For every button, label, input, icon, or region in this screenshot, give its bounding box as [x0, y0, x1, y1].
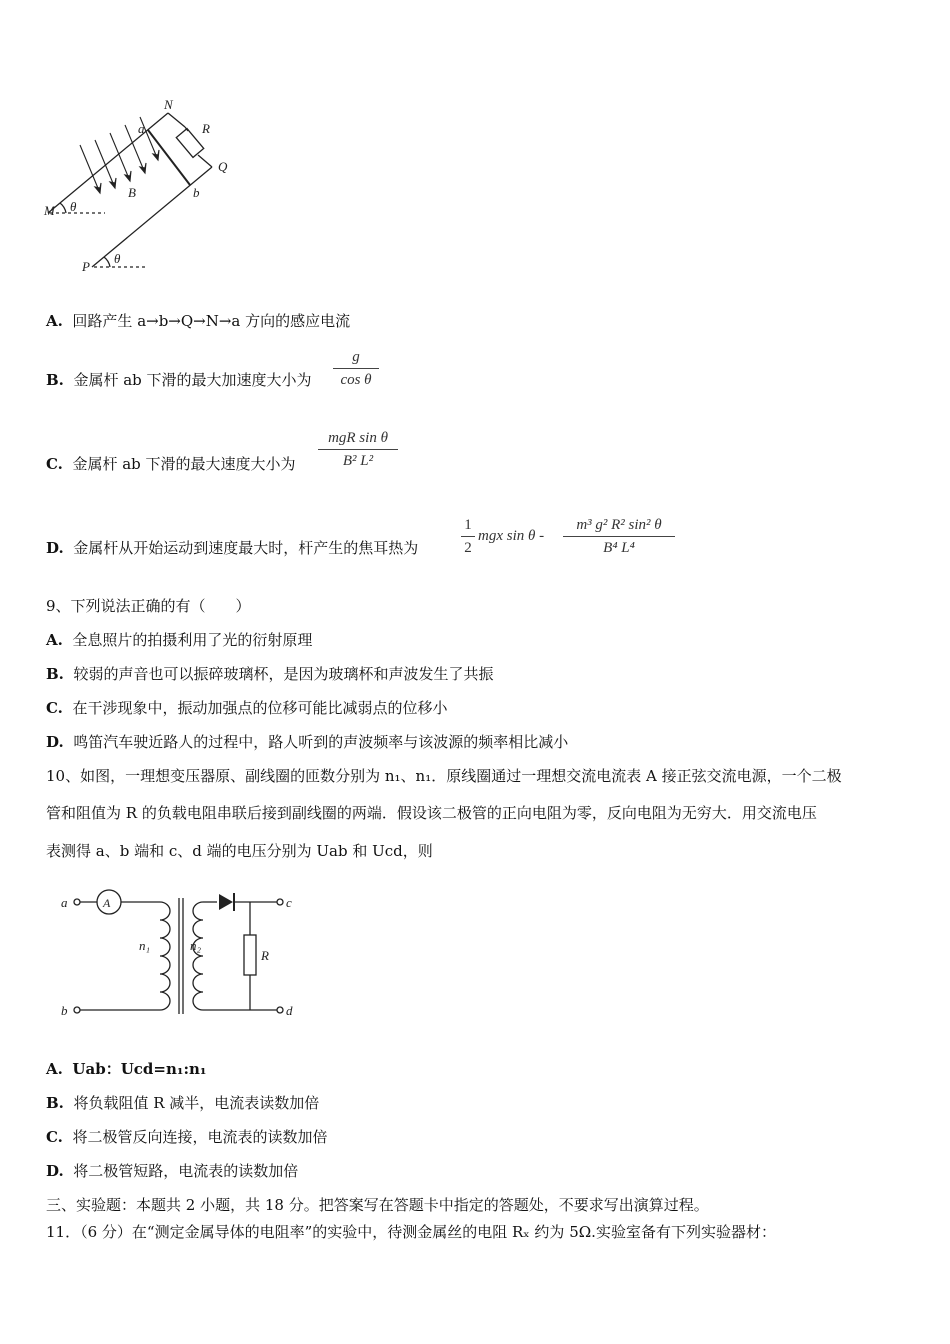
- fraction-denominator: B⁴ L⁴: [603, 540, 635, 556]
- option-text: 较弱的声音也可以振碎玻璃杯，是因为玻璃杯和声波发生了共振: [73, 665, 494, 683]
- q10-option-b: [46, 1093, 319, 1113]
- fraction-joule-heat: [563, 515, 675, 558]
- fraction-g-over-cos: [333, 347, 379, 390]
- fraction-denominator: B² L²: [342, 453, 374, 469]
- q9-option-b: [46, 664, 493, 684]
- q9-option-a: [46, 630, 312, 650]
- option-letter: A.: [46, 631, 63, 649]
- fraction-numerator: mgR sin θ: [328, 430, 388, 446]
- fraction-denominator: 2: [464, 540, 472, 556]
- fraction-numerator: m³ g² R² sin² θ: [576, 517, 662, 533]
- primary-coil: [160, 902, 170, 1010]
- diode: [219, 894, 233, 910]
- resistor-R: [176, 129, 203, 158]
- option-text: 将负载阻值 R 减半，电流表读数加倍: [73, 1094, 320, 1112]
- option-text: 将二极管短路，电流表的读数加倍: [73, 1162, 299, 1180]
- option-letter: C.: [46, 699, 63, 717]
- terminal-c: [277, 899, 283, 905]
- label-theta-1: θ: [70, 199, 77, 214]
- label-b: b: [61, 1003, 68, 1018]
- resistor-lead-2: [198, 155, 212, 167]
- q9-stem: 9、下列说法正确的有（ ）: [46, 597, 251, 615]
- angle-arc-P: [104, 257, 110, 267]
- label-ammeter: A: [103, 896, 111, 910]
- terminal-a: [74, 899, 80, 905]
- label-R: R: [261, 948, 269, 963]
- label-n2: n₂: [190, 938, 202, 953]
- q10-stem-line-2: 管和阻值为 R 的负载电阻串联后接到副线圈的两端．假设该二极管的正向电阻为零，反向电阻为无穷大．用交流电压: [46, 804, 817, 822]
- q9-option-c: [46, 698, 447, 718]
- formula-middle-term: mgx sin θ -: [478, 528, 545, 544]
- label-a: a: [138, 121, 145, 136]
- option-letter: D.: [46, 733, 64, 751]
- magnetic-field-arrows: [80, 117, 159, 193]
- option-letter: B.: [46, 1094, 64, 1112]
- label-n1: n₁: [139, 938, 151, 953]
- angle-arc-M: [60, 203, 66, 213]
- label-P: P: [82, 259, 90, 274]
- label-B: B: [128, 185, 136, 200]
- option-letter: C.: [46, 455, 63, 473]
- transformer-circuit-figure: [55, 880, 305, 1025]
- label-b: b: [193, 185, 200, 200]
- upper-rail: [48, 113, 168, 213]
- secondary-coil: [193, 902, 203, 1010]
- label-R: R: [202, 121, 210, 136]
- q8-option-d: [46, 538, 418, 558]
- q8-option-c: [46, 454, 296, 474]
- label-a: a: [61, 895, 68, 910]
- metal-rod-ab: [148, 130, 190, 185]
- terminal-d: [277, 1007, 283, 1013]
- option-letter: D.: [46, 1162, 64, 1180]
- option-text: 回路产生 a→b→Q→N→a 方向的感应电流: [72, 312, 351, 330]
- q10-option-a: [46, 1059, 206, 1079]
- resistor-R: [244, 935, 256, 975]
- option-letter: D.: [46, 539, 64, 557]
- fraction-numerator: g: [352, 349, 360, 365]
- option-text: 金属杆从开始运动到速度最大时，杆产生的焦耳热为: [73, 539, 419, 557]
- label-N: N: [164, 97, 173, 112]
- fraction-numerator: 1: [464, 517, 472, 533]
- fraction-one-half: [461, 515, 475, 558]
- rail-top-connector: [168, 113, 185, 127]
- option-text: 将二极管反向连接，电流表的读数加倍: [72, 1128, 328, 1146]
- label-theta-2: θ: [114, 251, 121, 266]
- fraction-max-speed: [318, 428, 398, 471]
- option-letter: A.: [46, 312, 63, 330]
- label-M: M: [44, 203, 55, 218]
- q8-option-a: [46, 311, 350, 331]
- label-c: c: [286, 895, 292, 910]
- q10-option-d: [46, 1161, 298, 1181]
- option-text: 全息照片的拍摄利用了光的衍射原理: [72, 631, 313, 649]
- q10-stem-line-3: 表测得 a、b 端和 c、d 端的电压分别为 Uab 和 Ucd，则: [46, 842, 433, 860]
- option-letter: B.: [46, 371, 64, 389]
- section-3-heading: 三、实验题：本题共 2 小题，共 18 分。把答案写在答题卡中指定的答题处，不要求写出演算过程。: [46, 1196, 709, 1214]
- label-Q: Q: [218, 159, 228, 174]
- option-letter: C.: [46, 1128, 63, 1146]
- q11-stem: 11．（6 分）在“测定金属导体的电阻率”的实验中，待测金属丝的电阻 Rₓ 约为 5Ω.实验室备有下列实验器材：: [46, 1223, 776, 1241]
- option-text: 金属杆 ab 下滑的最大速度大小为: [72, 455, 296, 473]
- q9-option-d: [46, 732, 568, 752]
- q10-option-c: [46, 1127, 327, 1147]
- fraction-denominator: cos θ: [340, 372, 372, 388]
- option-text: Uab：Ucd=n₁:n₁: [72, 1060, 207, 1078]
- incline-rails-figure: [40, 95, 250, 280]
- option-text: 鸣笛汽车驶近路人的过程中，路人听到的声波频率与该波源的频率相比减小: [73, 733, 569, 751]
- option-letter: B.: [46, 665, 64, 683]
- label-d: d: [286, 1003, 293, 1018]
- option-text: 金属杆 ab 下滑的最大加速度大小为: [73, 371, 312, 389]
- option-letter: A.: [46, 1060, 63, 1078]
- q10-stem-line-1: 10、如图，一理想变压器原、副线圈的匝数分别为 n₁、n₁．原线圈通过一理想交流电流表 A 接正弦交流电源，一个二极: [46, 767, 842, 785]
- option-text: 在干涉现象中，振动加强点的位移可能比减弱点的位移小: [72, 699, 448, 717]
- q8-option-b: [46, 370, 312, 390]
- terminal-b: [74, 1007, 80, 1013]
